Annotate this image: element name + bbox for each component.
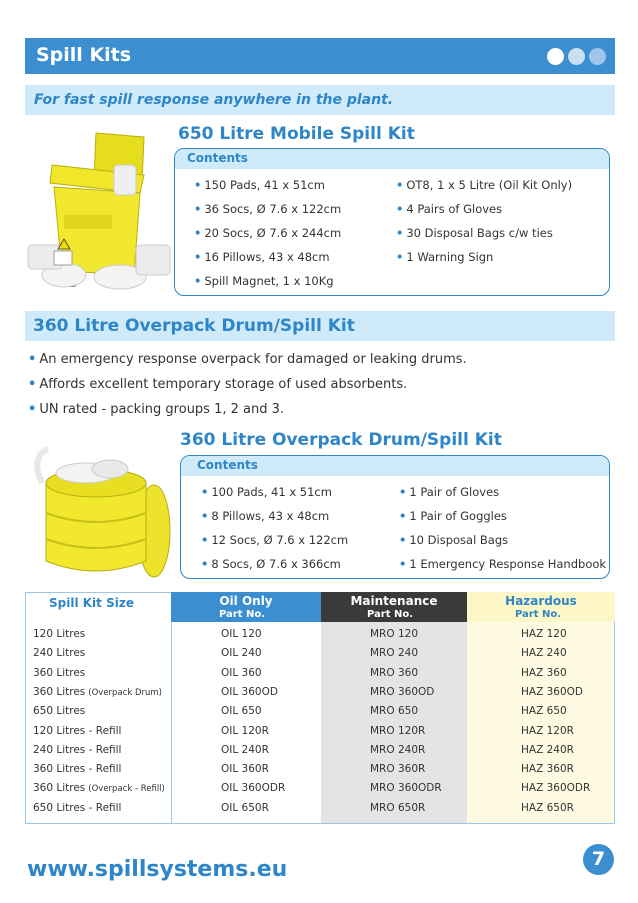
table-cell-size: 120 Litres - Refill <box>33 724 122 737</box>
kit1-item: • 1 Warning Sign <box>396 250 494 264</box>
kit1-item: • 30 Disposal Bags c/w ties <box>396 226 553 240</box>
table-cell-size: 650 Litres - Refill <box>33 801 122 814</box>
section2-title: 360 Litre Overpack Drum/Spill Kit <box>33 316 355 336</box>
kit1-item: • 16 Pillows, 43 x 48cm <box>194 250 330 264</box>
table-cell-mro: MRO 240 <box>370 647 418 660</box>
kit1-item: • OT8, 1 x 5 Litre (Oil Kit Only) <box>396 178 573 192</box>
kit2-item: • 100 Pads, 41 x 51cm <box>201 485 332 499</box>
kit1-item: • Spill Magnet, 1 x 10Kg <box>194 274 334 288</box>
table-cell-oil: OIL 650 <box>221 705 262 718</box>
oil-column-header: Oil Only Part No. <box>171 592 321 622</box>
section2-bullet: • An emergency response overpack for damaged or leaking drums. <box>28 352 467 367</box>
kit1-title: 650 Litre Mobile Spill Kit <box>178 124 415 144</box>
decorative-dot-3 <box>589 48 606 65</box>
table-cell-mro: MRO 120 <box>370 628 418 640</box>
table-cell-oil: OIL 650R <box>221 801 269 814</box>
kit2-item: • 12 Socs, Ø 7.6 x 122cm <box>201 533 349 547</box>
table-cell-mro: MRO 240R <box>370 743 426 756</box>
table-cell-haz: HAZ 360OD <box>521 685 584 698</box>
table-cell-haz: HAZ 360ODR <box>521 782 591 795</box>
kit2-item: • 8 Pillows, 43 x 48cm <box>201 509 330 523</box>
kit2-contents-box <box>180 455 610 579</box>
section2-bullet: • Affords excellent temporary storage of used absorbents. <box>28 377 408 392</box>
haz-column-header: Hazardous Part No. <box>467 592 615 622</box>
table-cell-size: 360 Litres (Overpack Drum) <box>33 685 162 698</box>
kit2-item: • 1 Emergency Response Handbook <box>399 557 607 571</box>
kit1-item: • 36 Socs, Ø 7.6 x 122cm <box>194 202 342 216</box>
table-cell-haz: HAZ 650 <box>521 705 567 718</box>
kit1-contents-header <box>175 149 609 169</box>
table-cell-haz: HAZ 360 <box>521 666 567 679</box>
table-cell-haz: HAZ 120R <box>521 724 574 737</box>
table-cell-haz: HAZ 120 <box>521 628 567 640</box>
table-cell-size: 240 Litres - Refill <box>33 743 122 756</box>
mro-column-header: Maintenance Part No. <box>321 592 467 622</box>
kit2-contents-label: Contents <box>197 458 258 472</box>
table-cell-mro: MRO 360 <box>370 666 418 679</box>
table-cell-size: 360 Litres <box>33 666 86 679</box>
table-cell-haz: HAZ 240 <box>521 647 567 660</box>
decorative-dot-1 <box>547 48 564 65</box>
section2-bar <box>25 311 615 341</box>
table-cell-mro: MRO 360OD <box>370 685 435 698</box>
table-cell-oil: OIL 360 <box>221 666 262 679</box>
part-number-table <box>25 592 615 824</box>
kit1-item: • 20 Socs, Ø 7.6 x 244cm <box>194 226 342 240</box>
decorative-dot-2 <box>568 48 585 65</box>
kit2-title: 360 Litre Overpack Drum/Spill Kit <box>180 430 502 450</box>
table-cell-oil: OIL 360OD <box>221 685 278 698</box>
table-cell-haz: HAZ 240R <box>521 743 574 756</box>
table-cell-haz: HAZ 360R <box>521 763 574 776</box>
kit2-item: • 1 Pair of Gloves <box>399 485 500 499</box>
table-cell-mro: MRO 120R <box>370 724 426 737</box>
tagline-bar <box>25 85 615 115</box>
table-cell-oil: OIL 360R <box>221 763 269 776</box>
mobile-spill-kit-image <box>24 125 174 300</box>
page-number: 7 <box>583 844 614 875</box>
page-title: Spill Kits <box>36 44 132 66</box>
table-cell-mro: MRO 360ODR <box>370 782 442 795</box>
table-cell-oil: OIL 240 <box>221 647 262 660</box>
kit1-contents-label: Contents <box>187 151 248 165</box>
overpack-drum-image <box>26 443 176 583</box>
kit1-item: • 4 Pairs of Gloves <box>396 202 503 216</box>
table-cell-oil: OIL 120 <box>221 628 262 640</box>
section2-bullet: • UN rated - packing groups 1, 2 and 3. <box>28 402 285 417</box>
table-cell-mro: MRO 650R <box>370 801 426 814</box>
kit1-item: • 150 Pads, 41 x 51cm <box>194 178 325 192</box>
table-cell-mro: MRO 360R <box>370 763 426 776</box>
table-cell-mro: MRO 650 <box>370 705 418 718</box>
tagline: For fast spill response anywhere in the plant. <box>34 92 394 108</box>
kit1-contents-box <box>174 148 610 296</box>
table-cell-size: 120 Litres <box>33 628 86 640</box>
kit2-contents-header <box>181 456 609 476</box>
kit2-item: • 8 Socs, Ø 7.6 x 366cm <box>201 557 341 571</box>
table-cell-oil: OIL 240R <box>221 743 269 756</box>
title-bar <box>25 38 615 74</box>
table-cell-size: 360 Litres (Overpack - Refill) <box>33 782 165 795</box>
table-cell-haz: HAZ 650R <box>521 801 574 814</box>
kit2-item: • 10 Disposal Bags <box>399 533 509 547</box>
footer-website[interactable]: www.spillsystems.eu <box>27 857 288 882</box>
table-cell-oil: OIL 120R <box>221 724 269 737</box>
table-cell-size: 650 Litres <box>33 705 86 718</box>
size-column-header: Spill Kit Size <box>49 596 134 610</box>
kit2-item: • 1 Pair of Goggles <box>399 509 507 523</box>
table-cell-oil: OIL 360ODR <box>221 782 286 795</box>
table-cell-size: 240 Litres <box>33 647 86 660</box>
table-cell-size: 360 Litres - Refill <box>33 763 122 776</box>
